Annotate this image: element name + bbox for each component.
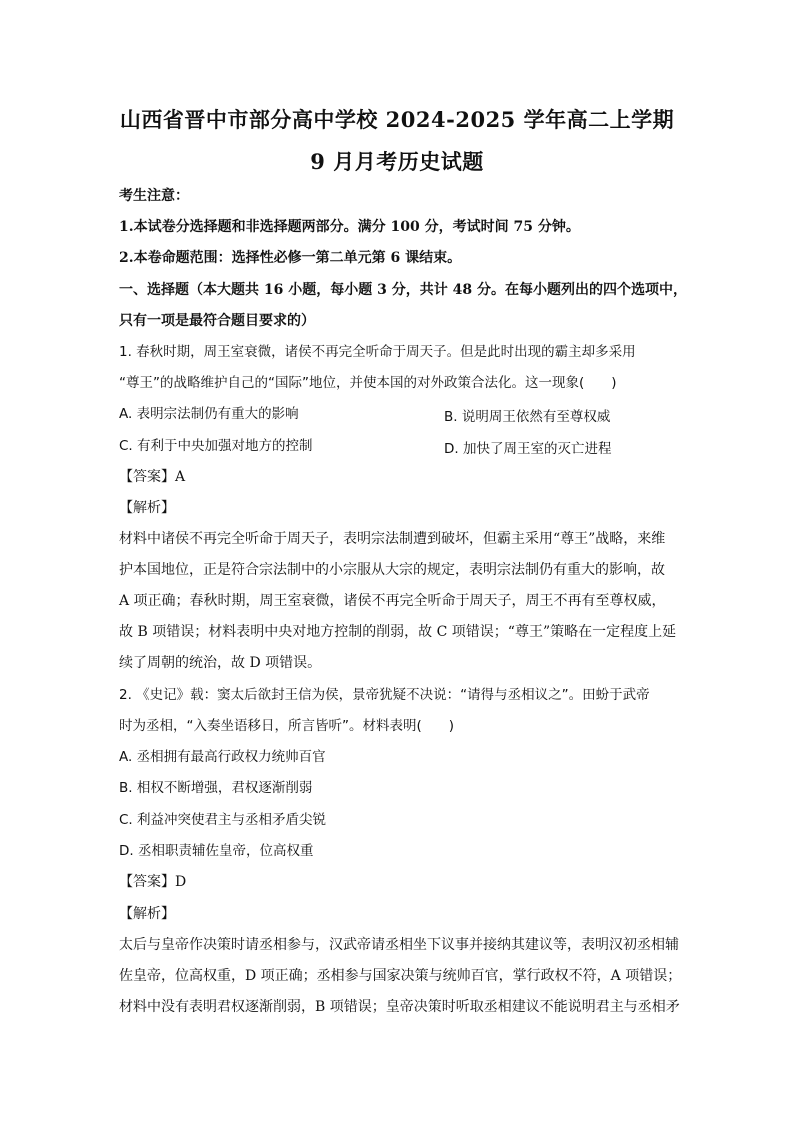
question-1-analysis-line: 材料中诸侯不再完全听命于周天子，表明宗法制遭到破坏，但霸主采用“尊王”战略，来维 xyxy=(119,531,666,547)
notice-heading: 考生注意： xyxy=(119,188,189,204)
question-1-option-c: C. 有利于中央加强对地方的控制 xyxy=(119,438,313,454)
question-2-analysis-line: 材料中没有表明君权逐渐削弱，B 项错误；皇帝决策时听取丞相建议不能说明君主与丞相矛 xyxy=(119,999,680,1015)
section-heading-line1: 一、选择题（本大题共 16 小题，每小题 3 分，共计 48 分。在每小题列出的四个选项中， xyxy=(119,282,687,298)
question-1-analysis-line: 续了周朝的统治，故 D 项错误。 xyxy=(119,655,322,671)
question-1-analysis-line: 护本国地位，正是符合宗法制中的小宗服从大宗的规定，表明宗法制仍有重大的影响，故 xyxy=(119,562,665,578)
question-2-option-a: A. 丞相拥有最高行政权力统帅百官 xyxy=(119,749,326,765)
question-1-answer: 【答案】A xyxy=(119,469,186,485)
question-2-analysis-line: 太后与皇帝作决策时请丞相参与，汉武帝请丞相坐下议事并接纳其建议等，表明汉初丞相辅 xyxy=(119,937,679,953)
question-2-option-c: C. 利益冲突使君主与丞相矛盾尖锐 xyxy=(119,812,327,828)
question-1-analysis-line: A 项正确；春秋时期，周王室衰微，诸侯不再完全听命于周天子，周王不再有至尊权威， xyxy=(119,593,666,609)
question-1-option-a: A. 表明宗法制仍有重大的影响 xyxy=(119,406,299,422)
question-2-option-b: B. 相权不断增强，君权逐渐削弱 xyxy=(119,780,313,796)
question-1-stem-line2: “尊王”的战略维护自己的“国际”地位，并使本国的对外政策合法化。这一现象( ) xyxy=(119,375,617,391)
question-2-option-d: D. 丞相职责辅佐皇帝，位高权重 xyxy=(119,843,314,859)
question-2-stem-line2: 时为丞相，“入奏坐语移日，所言皆听”。材料表明( ) xyxy=(119,718,455,734)
question-2-analysis-line: 佐皇帝，位高权重，D 项正确；丞相参与国家决策与统帅百官，掌行政权不符，A 项错误； xyxy=(119,968,682,984)
section-heading-line2: 只有一项是最符合题目要求的） xyxy=(119,313,315,329)
question-2-analysis-label: 【解析】 xyxy=(119,906,175,922)
question-1-analysis-line: 故 B 项错误；材料表明中央对地方控制的削弱，故 C 项错误；“尊王”策略在一定程度上延 xyxy=(119,624,677,640)
question-1-stem-line1: 1. 春秋时期，周王室衰微，诸侯不再完全听命于周天子。但是此时出现的霸主却多采用 xyxy=(119,344,636,360)
question-1-analysis-label: 【解析】 xyxy=(119,500,175,516)
question-2-stem-line1: 2. 《史记》载：窦太后欲封王信为侯，景帝犹疑不决说：“请得与丞相议之”。田蚡于武帝 xyxy=(119,687,650,703)
exam-title-line1: 山西省晋中市部分高中学校 2024-2025 学年高二上学期 xyxy=(119,107,675,132)
question-2-answer: 【答案】D xyxy=(119,874,187,890)
question-1-option-d: D. 加快了周王室的灭亡进程 xyxy=(444,441,612,457)
notice-item-1: 1.本试卷分选择题和非选择题两部分。满分 100 分，考试时间 75 分钟。 xyxy=(119,219,580,235)
notice-item-2: 2.本卷命题范围：选择性必修一第二单元第 6 课结束。 xyxy=(119,250,462,266)
question-1-option-b: B. 说明周王依然有至尊权威 xyxy=(444,409,611,425)
exam-title-line2: 9 月月考历史试题 xyxy=(310,149,484,174)
